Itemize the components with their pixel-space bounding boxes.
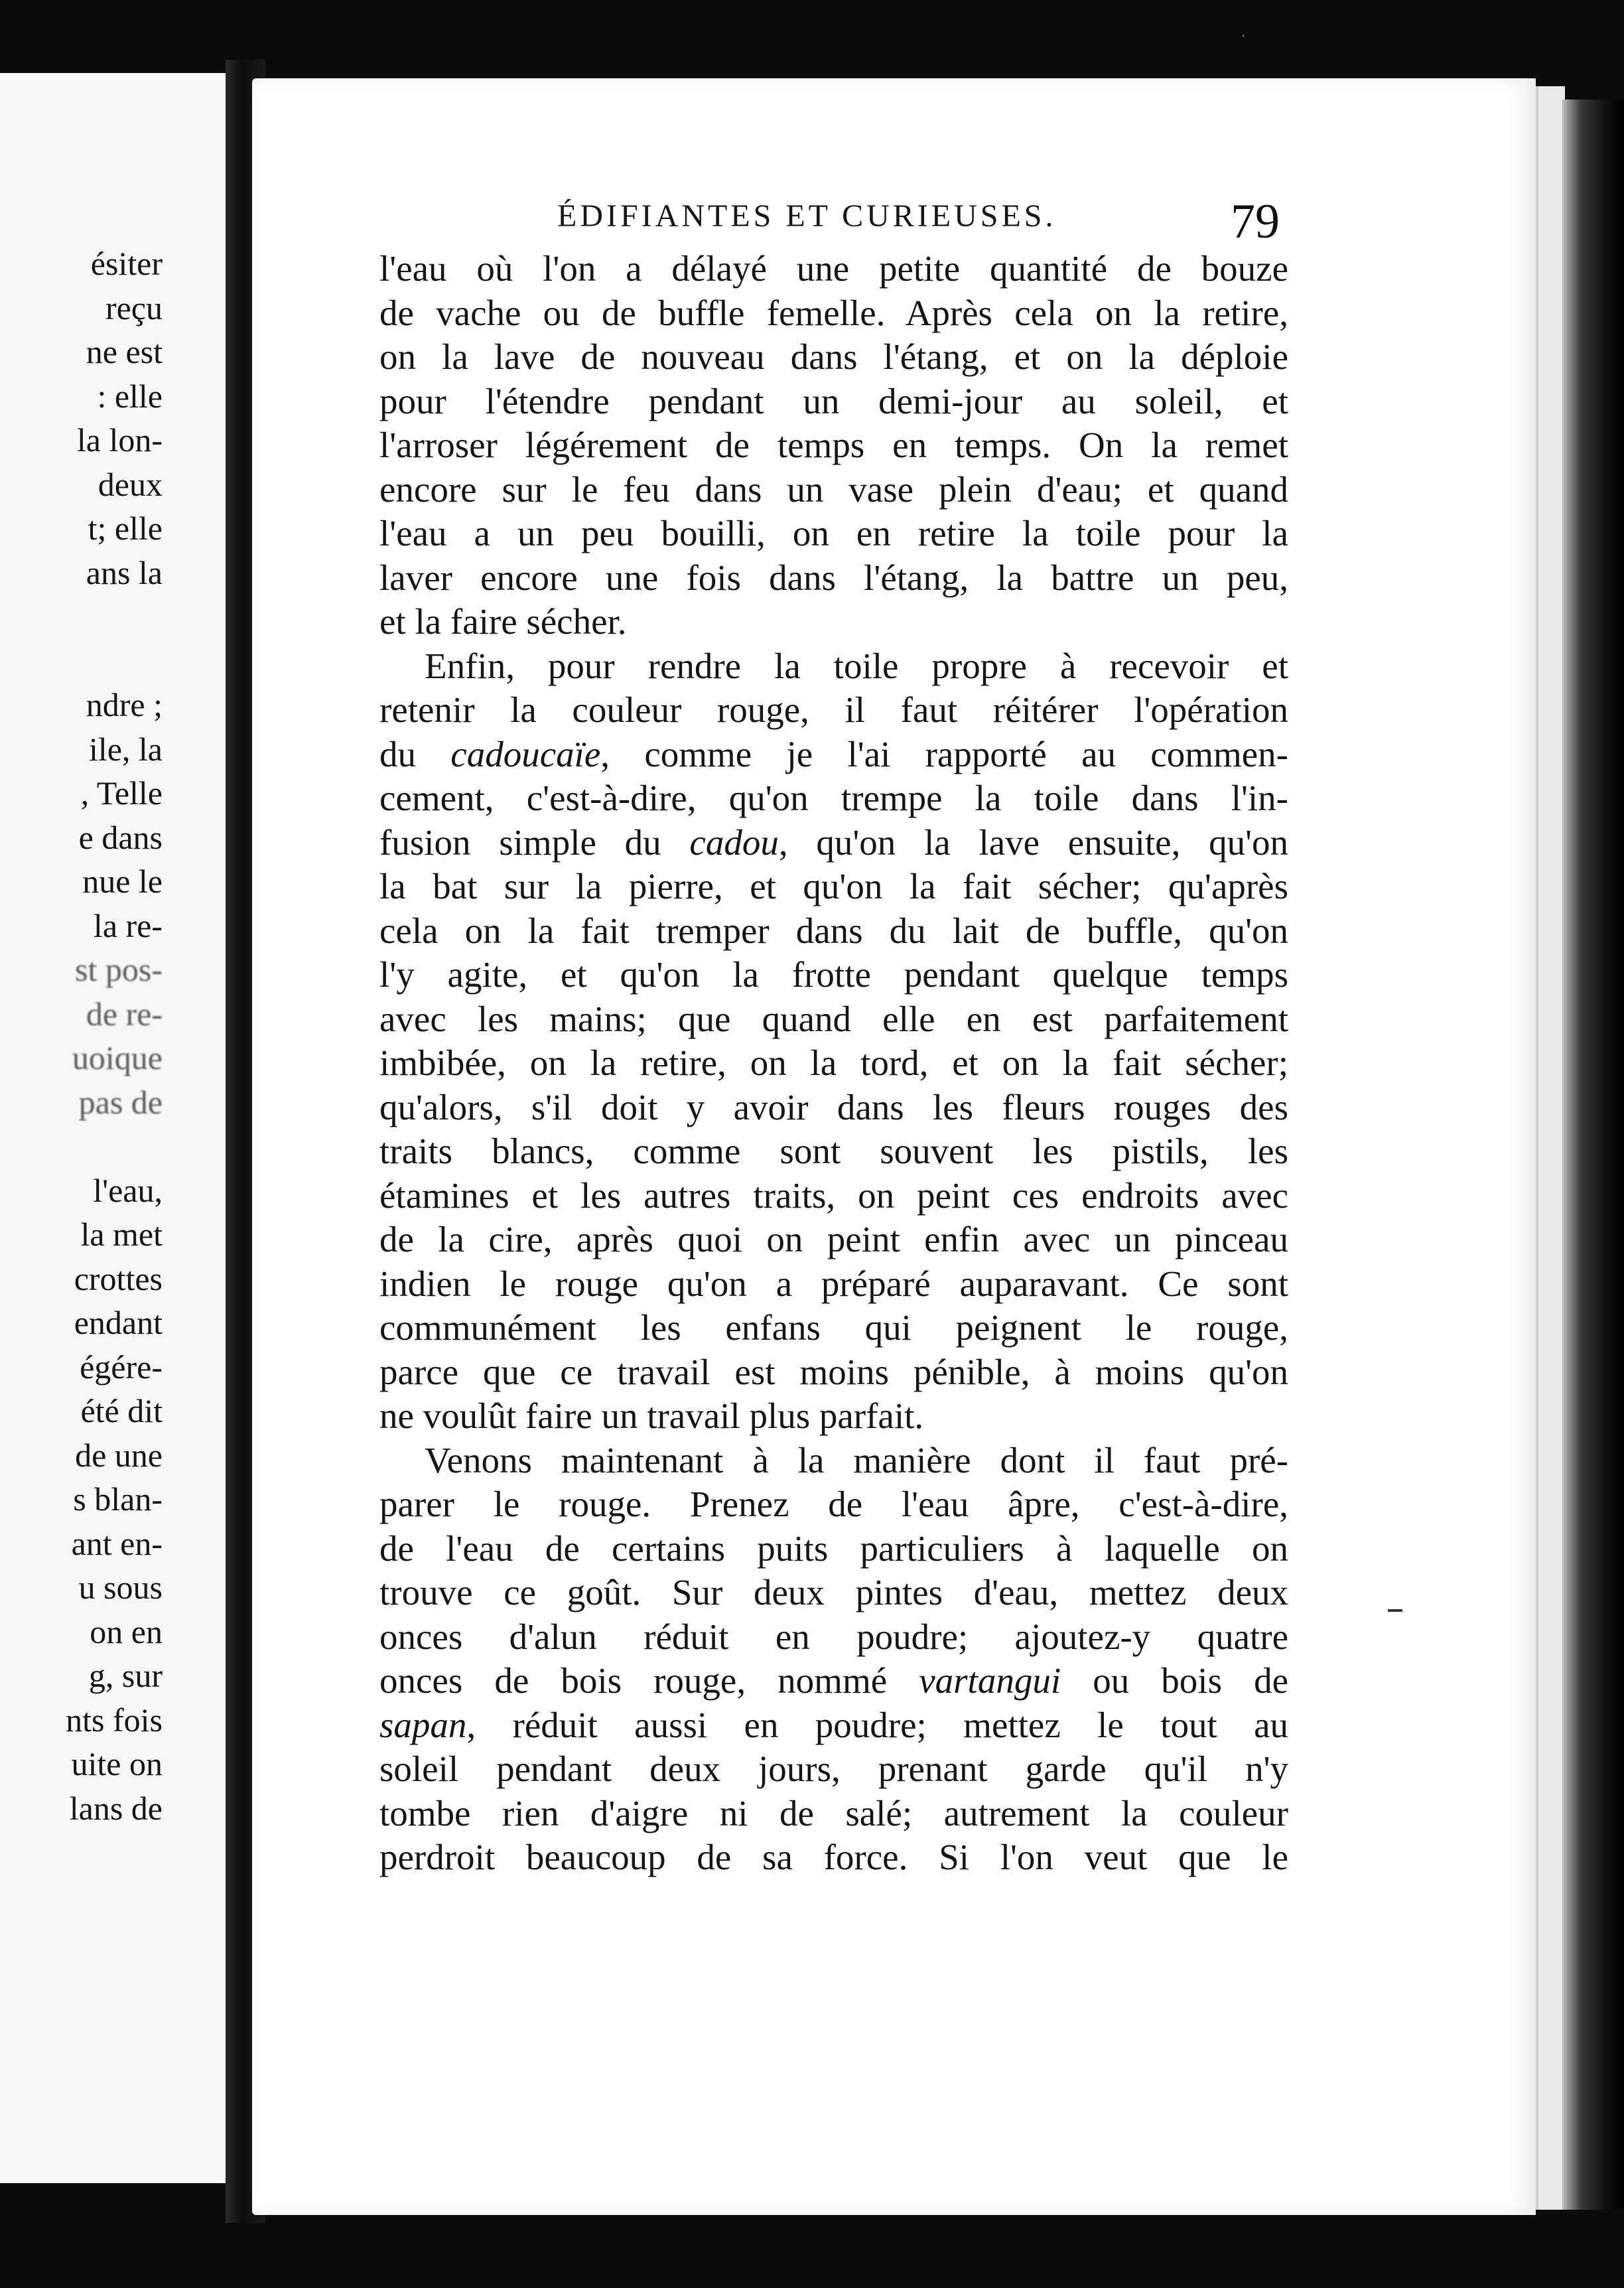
- body-line: ne voulût faire un travail plus parfait.: [379, 1395, 924, 1436]
- body-line: Enfin, pour rendre la toile propre à recevoir et: [425, 645, 1288, 686]
- left-page-line: nts fois: [66, 1701, 163, 1739]
- body-line: on la lave de nouveau dans l'étang, et on la déploie: [379, 336, 1288, 377]
- body-line: du cadoucaïe, comme je l'ai rapporté au commen-: [379, 733, 1289, 774]
- left-page-line: pas de: [78, 1083, 163, 1121]
- left-page-line: l'eau,: [93, 1171, 163, 1209]
- body-line: cela on la fait tremper dans du lait de buffle, qu'on: [379, 910, 1288, 951]
- body-line: fusion simple du cadou, qu'on la lave ensuite, qu'on: [379, 822, 1288, 863]
- left-page-line: ile, la: [88, 730, 163, 768]
- italic-term: vartangui: [919, 1660, 1061, 1701]
- body-line: de l'eau de certains puits particuliers à laquelle on: [379, 1528, 1288, 1569]
- body-line: indien le rouge qu'on a préparé auparavant. Ce sont: [379, 1263, 1288, 1304]
- book-spine-shadow: [1562, 100, 1624, 2210]
- body-line: sapan, réduit aussi en poudre; mettez le tout au: [379, 1704, 1288, 1745]
- body-line: avec les mains; que quand elle en est parfaitement: [379, 998, 1288, 1039]
- left-page-line: on en: [90, 1612, 163, 1650]
- body-line: l'y agite, et qu'on la frotte pendant quelque temps: [379, 954, 1288, 995]
- body-line: onces de bois rouge, nommé vartangui ou bois de: [379, 1660, 1288, 1701]
- italic-term: cadoucaïe: [450, 733, 601, 774]
- left-page-line: s blan-: [73, 1480, 163, 1518]
- left-page-line: nue le: [82, 863, 163, 900]
- body-line: retenir la couleur rouge, il faut réitérer l'opération: [379, 689, 1288, 730]
- left-page-line: reçu: [105, 289, 163, 326]
- page-edge: [1536, 86, 1565, 2210]
- body-line: et la faire sécher.: [379, 601, 627, 642]
- left-page-line: uite on: [71, 1745, 163, 1782]
- left-page-line: , Telle: [80, 774, 163, 812]
- body-line: la bat sur la pierre, et qu'on la fait sécher; qu'après: [379, 866, 1288, 906]
- left-page-line: ndre ;: [86, 686, 163, 723]
- body-line: de vache ou de buffle femelle. Après cela on la retire,: [379, 292, 1288, 333]
- body-line: communément les enfans qui peignent le rouge,: [379, 1307, 1288, 1348]
- body-line: l'arroser légérement de temps en temps. On la remet: [379, 425, 1288, 465]
- body-line: l'eau a un peu bouilli, on en retire la toile pour la: [379, 513, 1288, 553]
- left-page-line: endant: [74, 1304, 163, 1341]
- left-page-line: t; elle: [88, 510, 163, 547]
- left-page-line: de re-: [86, 995, 163, 1033]
- left-page-line: ant en-: [71, 1524, 163, 1562]
- scan-speck: ·: [1241, 27, 1247, 46]
- italic-term: sapan: [379, 1704, 467, 1745]
- body-line: pour l'étendre pendant un demi-jour au soleil, et: [379, 380, 1288, 421]
- body-line: laver encore une fois dans l'étang, la battre un peu,: [379, 557, 1288, 598]
- left-page-line: g, sur: [88, 1657, 163, 1694]
- left-page-line: st pos-: [75, 951, 163, 988]
- body-line: tombe rien d'aigre ni de salé; autrement la couleur: [379, 1792, 1288, 1833]
- body-line: traits blancs, comme sont souvent les pistils, les: [379, 1131, 1288, 1171]
- running-title: ÉDIFIANTES ET CURIEUSES.: [557, 198, 1057, 234]
- left-page-line: égére-: [80, 1348, 163, 1386]
- body-line: cement, c'est-à-dire, qu'on trempe la toile dans l'in-: [379, 778, 1288, 818]
- left-page-line: uoique: [72, 1039, 163, 1076]
- body-text: [379, 247, 1288, 1880]
- page-number: 79: [1231, 194, 1280, 249]
- body-line: soleil pendant deux jours, prenant garde qu'il n'y: [379, 1749, 1288, 1789]
- body-line: parce que ce travail est moins pénible, à moins qu'on: [379, 1351, 1288, 1392]
- left-page-line: u sous: [78, 1569, 163, 1606]
- left-page-line: lans de: [69, 1789, 163, 1827]
- body-line: imbibée, on la retire, on la tord, et on la fait sécher;: [379, 1042, 1288, 1083]
- margin-mark: [1388, 1609, 1402, 1612]
- body-line: perdroit beaucoup de sa force. Si l'on veut que le: [379, 1837, 1288, 1877]
- left-page-line: : elle: [97, 377, 163, 415]
- left-page-line: ne est: [86, 333, 163, 370]
- body-line: trouve ce goût. Sur deux pintes d'eau, mettez deux: [379, 1572, 1288, 1612]
- left-page-line: été dit: [80, 1392, 163, 1429]
- left-page-line: la met: [80, 1216, 163, 1253]
- left-page-line: ésiter: [90, 245, 163, 282]
- italic-term: cadou: [689, 822, 779, 863]
- left-page-line: la lon-: [76, 421, 163, 459]
- body-line: Venons maintenant à la manière dont il faut pré-: [425, 1439, 1288, 1480]
- body-line: étamines et les autres traits, on peint ces endroits avec: [379, 1175, 1288, 1216]
- left-page-line: crottes: [74, 1259, 163, 1297]
- left-page-line: la re-: [93, 906, 163, 944]
- body-line: qu'alors, s'il doit y avoir dans les fleurs rouges des: [379, 1086, 1288, 1127]
- body-line: de la cire, après quoi on peint enfin avec un pinceau: [379, 1219, 1288, 1259]
- body-line: onces d'alun réduit en poudre; ajoutez-y quatre: [379, 1616, 1288, 1657]
- body-line: l'eau où l'on a délayé une petite quantité de bouze: [379, 248, 1288, 289]
- left-page-line: ans la: [86, 553, 163, 591]
- left-page-line: e dans: [78, 818, 163, 856]
- left-facing-page: [0, 73, 232, 2183]
- body-line: encore sur le feu dans un vase plein d'eau; et quand: [379, 468, 1288, 510]
- left-page-line: de une: [75, 1436, 163, 1474]
- body-line: parer le rouge. Prenez de l'eau âpre, c'est-à-dire,: [379, 1484, 1288, 1524]
- left-page-line: deux: [98, 465, 163, 503]
